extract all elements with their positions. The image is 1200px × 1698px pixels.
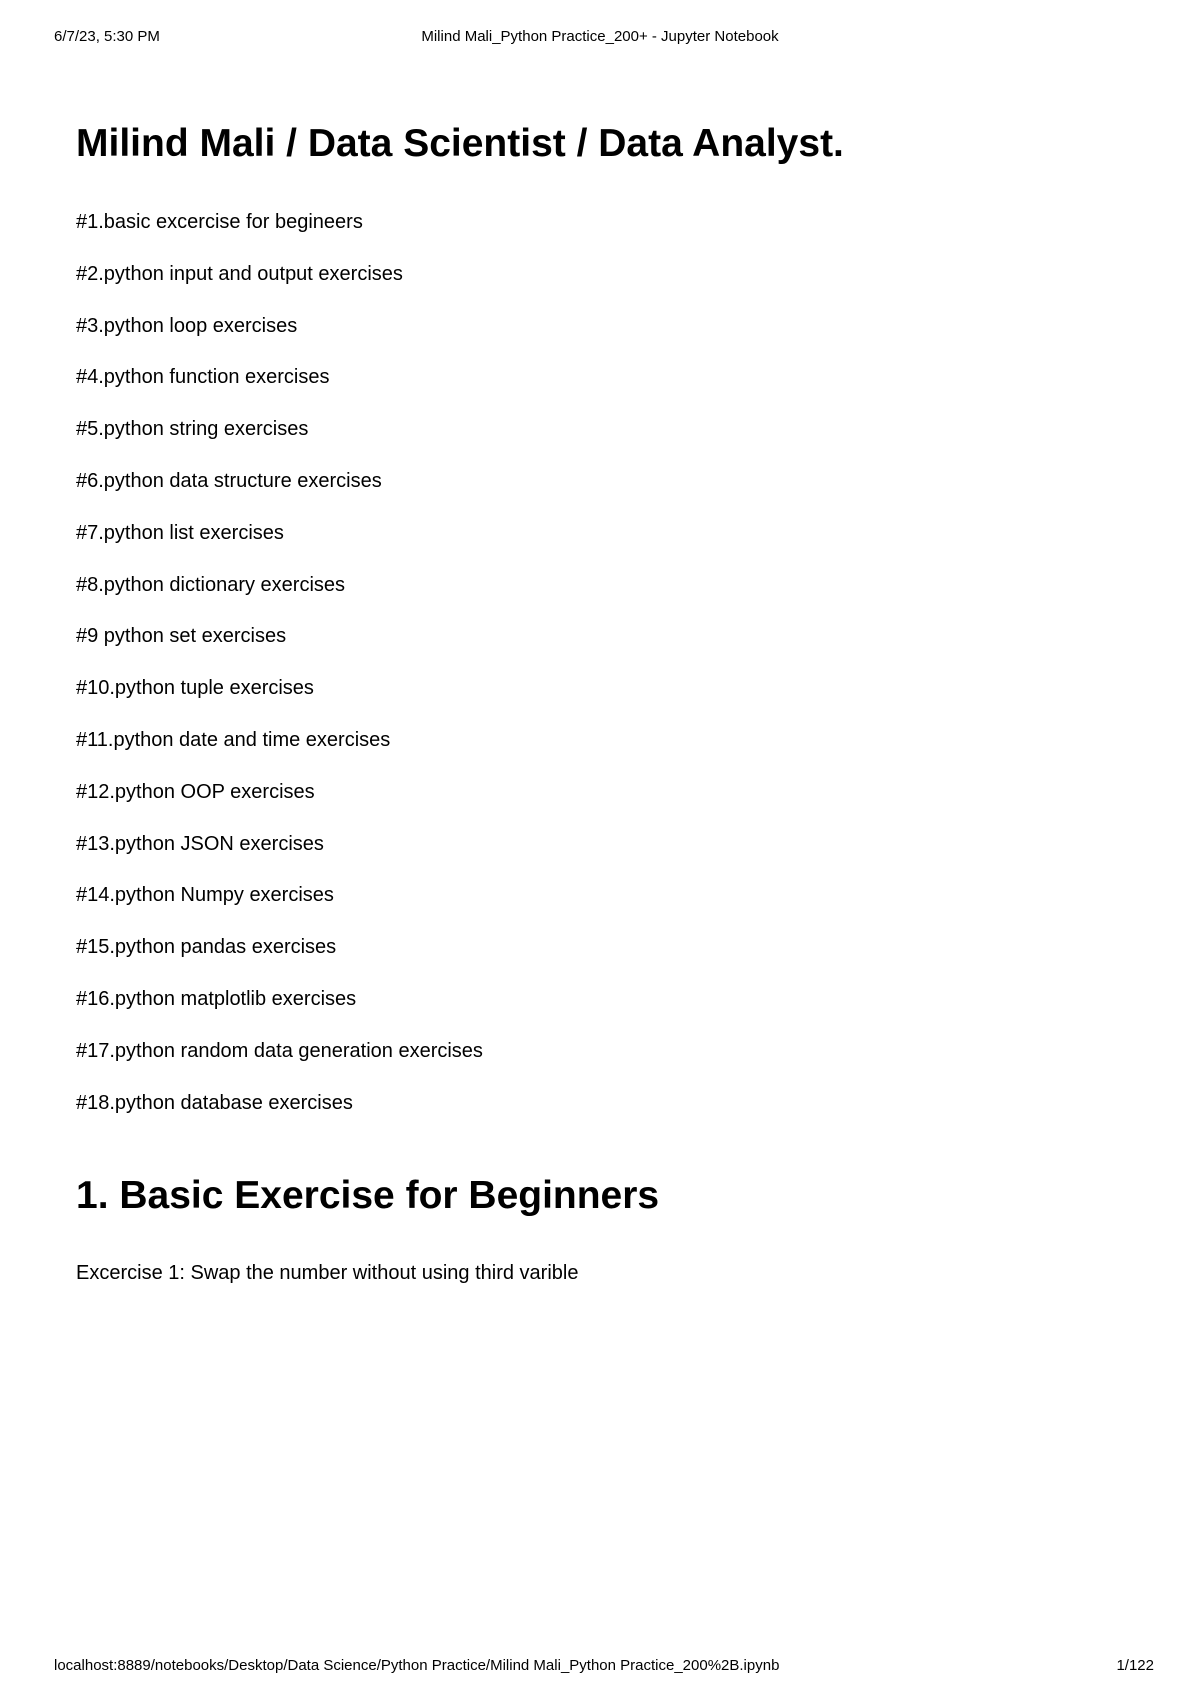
toc-item: #8.python dictionary exercises xyxy=(76,573,346,596)
toc-item: #18.python database exercises xyxy=(76,1091,353,1114)
toc-item: #16.python matplotlib exercises xyxy=(76,987,357,1010)
toc-item: #15.python pandas exercises xyxy=(76,936,337,959)
print-footer xyxy=(0,1657,1200,1677)
toc-item: #13.python JSON exercises xyxy=(76,832,324,855)
exercise-description: Excercise 1: Swap the number without using third varible xyxy=(76,1262,579,1284)
toc-item: #4.python function exercises xyxy=(76,366,330,389)
toc-item: #3.python loop exercises xyxy=(76,314,298,337)
toc-item: #17.python random data generation exercises xyxy=(76,1039,483,1062)
toc-item: #9 python set exercises xyxy=(76,625,287,648)
toc-item: #5.python string exercises xyxy=(76,418,309,441)
toc-item: #11.python date and time exercises xyxy=(76,728,391,751)
print-header xyxy=(0,28,1200,48)
toc-item: #14.python Numpy exercises xyxy=(76,884,334,907)
page-title: Milind Mali / Data Scientist / Data Analyst. xyxy=(76,122,844,165)
section-heading: 1. Basic Exercise for Beginners xyxy=(76,1174,660,1217)
toc-item: #6.python data structure exercises xyxy=(76,469,382,492)
toc-item: #10.python tuple exercises xyxy=(76,677,314,700)
toc-item: #1.basic excercise for begineers xyxy=(76,211,363,233)
print-date: 6/7/23, 5:30 PM xyxy=(54,28,160,45)
table-of-contents xyxy=(76,210,483,1142)
toc-item: #7.python list exercises xyxy=(76,521,284,544)
toc-item: #12.python OOP exercises xyxy=(76,780,315,803)
notebook-url: localhost:8889/notebooks/Desktop/Data Science/Python Practice/Milind Mali_Python Practice_200%2B.ipynb xyxy=(54,1657,780,1674)
document-title: Milind Mali_Python Practice_200+ - Jupyter Notebook xyxy=(421,28,779,45)
page-number: 1/122 xyxy=(1116,1657,1154,1674)
toc-item: #2.python input and output exercises xyxy=(76,262,403,285)
